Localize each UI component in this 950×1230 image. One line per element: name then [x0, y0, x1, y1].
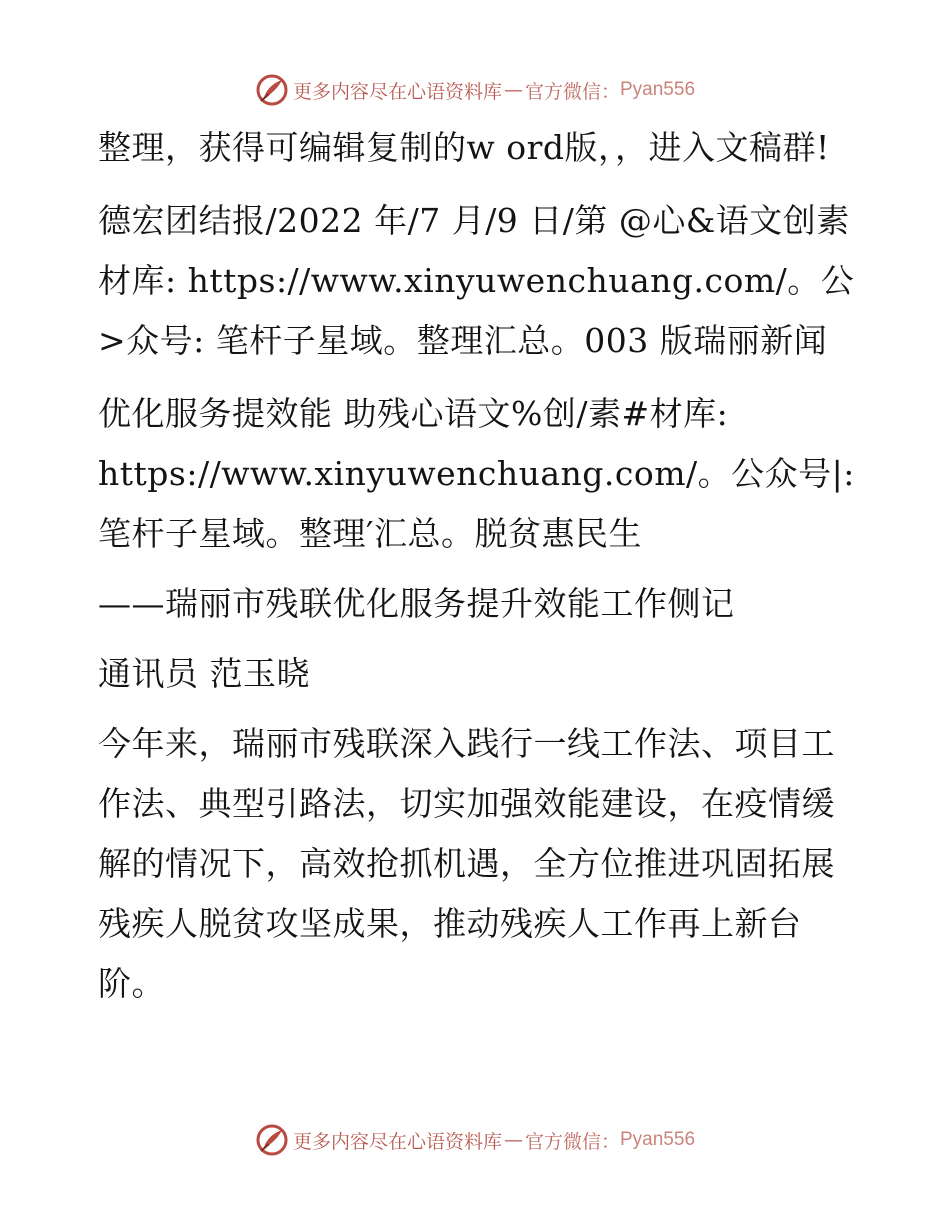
paragraph-subtitle: ——瑞丽市残联优化服务提升效能工作侧记 — [98, 584, 735, 623]
paragraph-intro: 整理，获得可编辑复制的w ord版，，进入文稿群! — [98, 128, 830, 167]
footer-wechat-handle: Pyan556 — [620, 1129, 696, 1150]
document-body — [98, 118, 858, 1014]
quill-logo-icon — [255, 1123, 289, 1157]
paragraph-headline: 优化服务提效能 助残心语文%创/素#材库: https://www.xinyuwenchuang.com/。公众号|: 笔杆子星域。整理′汇总。脱贫惠民生 — [98, 394, 855, 553]
header-dash: — — [503, 79, 523, 101]
paragraph-byline: 通讯员 范玉晓 — [98, 654, 310, 693]
header-watermark — [0, 68, 950, 112]
header-title: 更多内容尽在心语资料库 — [292, 80, 502, 103]
quill-logo-icon — [255, 73, 289, 107]
footer-dash: — — [503, 1129, 523, 1151]
header-wechat-label: 官方微信： — [524, 80, 620, 103]
header-wechat-handle: Pyan556 — [620, 79, 696, 100]
paragraph-source: 德宏团结报/2022 年/7 月/9 日/第 @心&语文创素材库: https://www.xinyuwenchuang.com/。公>众号: 笔杆子星域。整理汇总。003 版瑞丽新闻 — [98, 201, 855, 360]
footer-title: 更多内容尽在心语资料库 — [292, 1130, 502, 1153]
footer-wechat-label: 官方微信： — [524, 1130, 620, 1153]
paragraph-lead: 今年来，瑞丽市残联深入践行一线工作法、项目工作法、典型引路法，切实加强效能建设，在疫情缓解的情况下，高效抢抓机遇，全方位推进巩固拓展残疾人脱贫攻坚成果，推动残疾人工作再上新台阶。 — [98, 724, 835, 1003]
footer-watermark — [0, 1118, 950, 1162]
